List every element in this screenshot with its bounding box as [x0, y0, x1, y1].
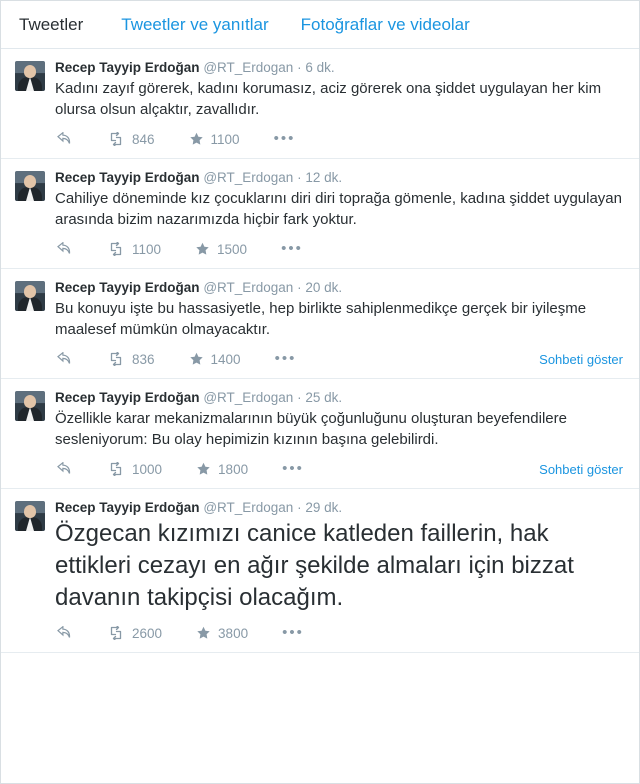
tweet-author-name[interactable]: Recep Tayyip Erdoğan — [55, 500, 200, 515]
tweet-body — [55, 169, 625, 262]
tweet-actions — [55, 456, 625, 482]
tweet-actions — [55, 236, 625, 262]
tweet-item[interactable] — [1, 379, 639, 489]
tweet-timestamp[interactable]: 12 dk. — [305, 170, 343, 185]
tweet-author-handle[interactable]: @RT_Erdogan — [203, 280, 294, 295]
reply-icon — [55, 132, 71, 146]
show-conversation-link[interactable]: Sohbeti göster — [539, 351, 623, 367]
tweet-separator: · — [297, 390, 302, 405]
retweet-count: 1000 — [132, 461, 163, 477]
retweet-button[interactable] — [107, 242, 161, 257]
avatar[interactable] — [15, 61, 45, 91]
reply-icon — [55, 352, 71, 366]
retweet-icon — [107, 626, 125, 640]
tab-tweets-and-replies[interactable]: Tweetler ve yanıtlar — [121, 14, 269, 34]
favorite-star-icon — [189, 352, 204, 366]
avatar[interactable] — [15, 281, 45, 311]
tweet-item[interactable] — [1, 49, 639, 159]
tweet-header — [55, 59, 625, 76]
tweet-item[interactable] — [1, 159, 639, 269]
tweet-text: Bu konuyu işte bu hassasiyetle, hep birlikte sahiplenmedikçe gerçek bir iyileşme maalesef mümkün olmayacaktır. — [55, 300, 587, 338]
retweet-count: 846 — [132, 131, 155, 147]
tweet-separator: · — [297, 280, 302, 295]
more-dots-icon[interactable]: ••• — [281, 240, 303, 257]
avatar-head — [24, 505, 36, 518]
retweet-icon — [107, 352, 125, 366]
retweet-icon — [107, 132, 125, 146]
tweet-author-name[interactable]: Recep Tayyip Erdoğan — [55, 280, 200, 295]
favorite-star-icon — [195, 242, 210, 256]
tweet-text: Özgecan kızımızı canice katleden faillerin, hak ettikleri cezayı en ağır şekilde almaları için bizzat davanın takipçisi olacağım. — [55, 520, 574, 611]
favorite-star-icon — [189, 132, 204, 146]
more-dots-icon[interactable]: ••• — [282, 460, 304, 477]
avatar[interactable] — [15, 171, 45, 201]
favorite-count: 1100 — [210, 131, 240, 147]
tweet-separator: · — [297, 170, 302, 185]
tweet-text: Özellikle karar mekanizmalarının büyük çoğunluğunu oluşturan beyefendilere sesleniyorum: Bu olay hepimizin kızının başına gelebilirdi. — [55, 410, 567, 448]
tab-tweets[interactable]: Tweetler — [19, 14, 84, 34]
favorite-star-icon — [196, 462, 211, 476]
retweet-button[interactable] — [107, 352, 155, 367]
reply-button[interactable] — [55, 462, 71, 476]
tweet-header — [55, 499, 625, 516]
tweet-text: Kadını zayıf görerek, kadını korumasız, aciz görerek ona şiddet uygulayan her kim olursa olsun alçaktır, zavallıdır. — [55, 80, 602, 118]
retweet-button[interactable] — [107, 626, 162, 641]
reply-button[interactable] — [55, 626, 71, 640]
tweet-author-handle[interactable]: @RT_Erdogan — [203, 170, 294, 185]
reply-icon — [55, 242, 71, 256]
retweet-icon — [107, 242, 125, 256]
reply-button[interactable] — [55, 242, 71, 256]
reply-icon — [55, 462, 71, 476]
reply-button[interactable] — [55, 132, 71, 146]
avatar-head — [24, 395, 36, 408]
more-dots-icon[interactable]: ••• — [273, 130, 296, 147]
show-conversation-link[interactable]: Sohbeti göster — [539, 461, 623, 477]
tweet-author-name[interactable]: Recep Tayyip Erdoğan — [55, 390, 200, 405]
favorite-count: 1800 — [218, 461, 249, 477]
tweet-actions — [55, 620, 625, 646]
tweet-author-handle[interactable]: @RT_Erdogan — [203, 60, 294, 75]
tweet-body — [55, 389, 625, 482]
avatar[interactable] — [15, 501, 45, 531]
tweet-actions — [55, 126, 625, 152]
tab-photos-and-videos[interactable]: Fotoğraflar ve videolar — [300, 14, 470, 34]
tweet-list — [1, 49, 639, 653]
reply-icon — [55, 626, 71, 640]
retweet-button[interactable] — [107, 132, 155, 147]
tweet-author-name[interactable]: Recep Tayyip Erdoğan — [55, 170, 200, 185]
favorite-button[interactable] — [189, 132, 240, 147]
tweet-separator: · — [297, 500, 302, 515]
more-dots-icon[interactable]: ••• — [274, 350, 297, 367]
avatar[interactable] — [15, 391, 45, 421]
tweet-body — [55, 499, 625, 646]
tweet-timestamp[interactable]: 25 dk. — [305, 390, 343, 405]
avatar-head — [24, 175, 36, 188]
retweet-count: 1100 — [132, 241, 162, 257]
tweet-header — [55, 279, 625, 296]
tweet-item[interactable] — [1, 489, 639, 653]
tweet-author-handle[interactable]: @RT_Erdogan — [203, 390, 294, 405]
tweet-header — [55, 389, 625, 406]
retweet-count: 2600 — [132, 625, 163, 641]
tweet-body — [55, 59, 625, 152]
tweet-timestamp[interactable]: 6 dk. — [305, 60, 335, 75]
tweet-author-name[interactable]: Recep Tayyip Erdoğan — [55, 60, 200, 75]
tweet-header — [55, 169, 625, 186]
favorite-button[interactable] — [189, 352, 241, 367]
tweet-author-handle[interactable]: @RT_Erdogan — [203, 500, 294, 515]
favorite-button[interactable] — [196, 626, 248, 641]
tweet-timestamp[interactable]: 20 dk. — [305, 280, 343, 295]
favorite-count: 3800 — [218, 625, 249, 641]
tweet-body — [55, 279, 625, 372]
retweet-button[interactable] — [107, 462, 162, 477]
favorite-button[interactable] — [196, 462, 248, 477]
favorite-star-icon — [196, 626, 211, 640]
timeline-tabbar — [1, 1, 639, 49]
avatar-head — [24, 65, 36, 78]
tweet-timestamp[interactable]: 29 dk. — [305, 500, 343, 515]
tweet-separator: · — [297, 60, 302, 75]
favorite-button[interactable] — [195, 242, 247, 257]
favorite-count: 1400 — [210, 351, 241, 367]
reply-button[interactable] — [55, 352, 71, 366]
retweet-count: 836 — [132, 351, 155, 367]
favorite-count: 1500 — [217, 241, 248, 257]
more-dots-icon[interactable]: ••• — [282, 624, 304, 641]
retweet-icon — [107, 462, 125, 476]
tweet-actions — [55, 346, 625, 372]
tweet-text: Cahiliye döneminde kız çocuklarını diri diri toprağa gömenle, kadına şiddet uygulayan arasında bizim nazarımızda hiçbir fark yoktur. — [55, 190, 622, 228]
tweet-item[interactable] — [1, 269, 639, 379]
avatar-head — [24, 285, 36, 298]
